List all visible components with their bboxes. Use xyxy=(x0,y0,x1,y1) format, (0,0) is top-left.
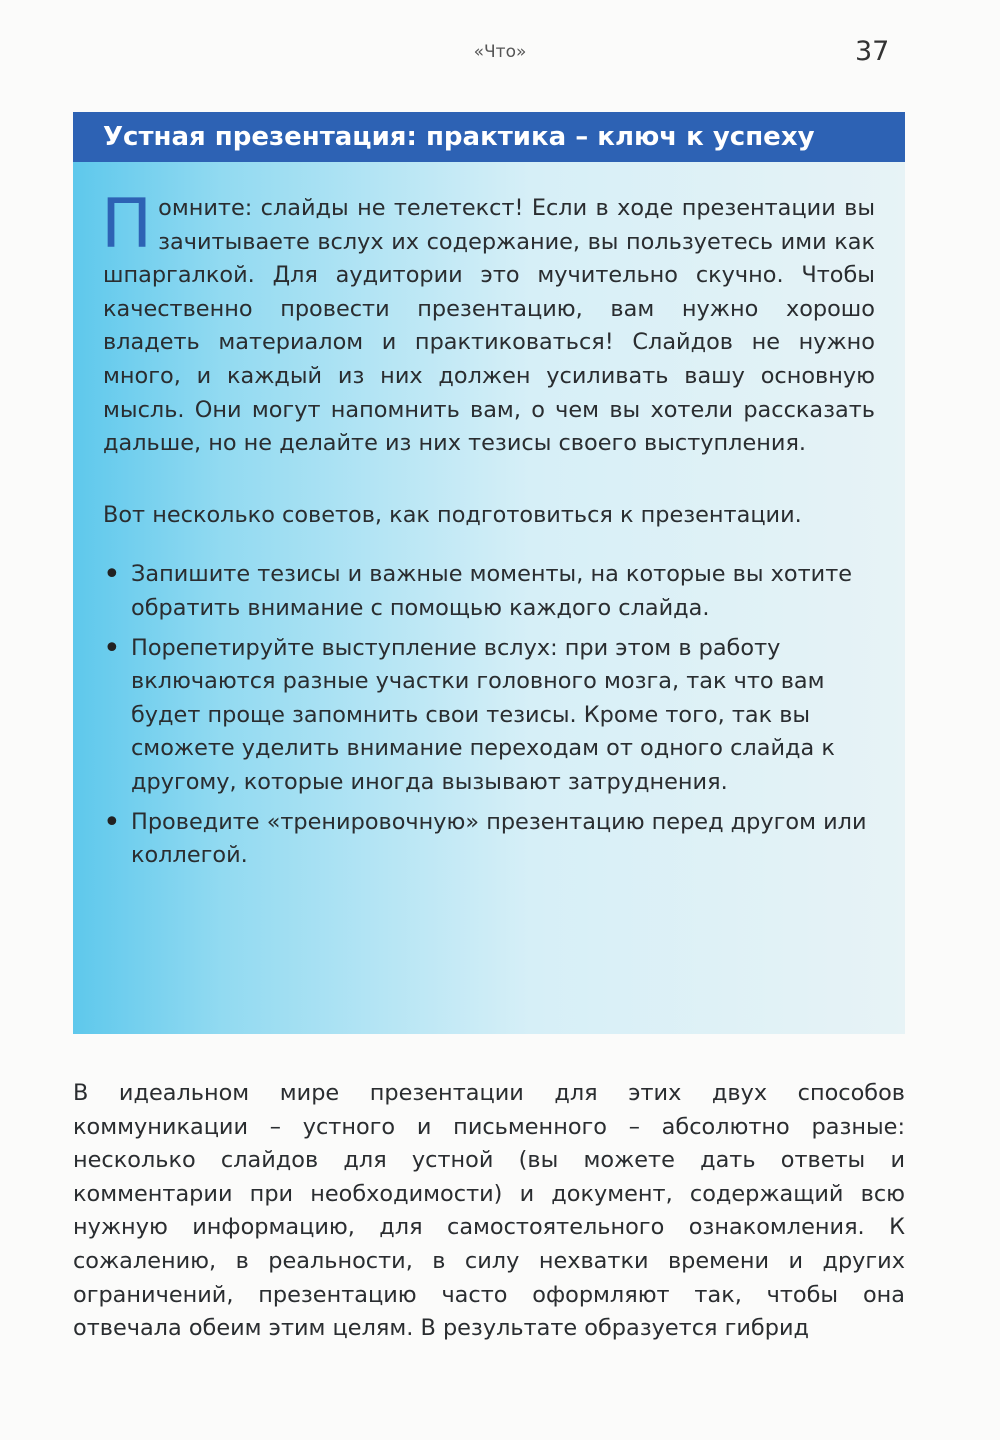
box-body xyxy=(101,185,875,879)
lead-text: омните: слайды не телетекст! Если в ходе презентации вы зачитываете вслух их содержание, вы пользуетесь ими как шпаргалкой. Для аудитории это мучительно скучно. Чтобы качественно провести презентацию, вам нужно хорошо владеть материалом и практиковаться! Слайдов не нужно много, и каждый из них должен усиливать вашу основную мысль. Они могут напомнить вам, о чем вы хотели рассказать дальше, но не делайте из них тезисы своего выступления. xyxy=(103,195,875,457)
body-paragraph: В идеальном мире презентации для этих двух способов коммуникации – устного и письменного – абсолютно разные: несколько слайдов для устной (вы можете дать ответы и комментарии при необходимости) и документ, содержащий всю нужную информацию, для самостоятельного ознакомления. К сожалению, в реальности, в силу нехватки времени и других ограничений, презентацию часто оформляют так, чтобы она отвечала обеим этим целям. В результате образуется гибрид xyxy=(73,1080,905,1342)
box-title: Устная презентация: практика – ключ к успеху xyxy=(73,112,905,162)
tip-item: • Проведите «тренировочную» презентацию перед другом или коллегой. xyxy=(103,806,875,873)
tip-item: • Порепетируйте выступление вслух: при этом в работу включаются разные участки головного мозга, так что вам будет проще запомнить свои тезисы. Кроме того, так вы сможете уделить внимание переходам от одного слайда к другому, которые иногда вызывают затруднения. xyxy=(103,632,875,800)
tip-item: • Запишите тезисы и важные моменты, на которые вы хотите обратить внимание с помощью каждого слайда. xyxy=(103,558,875,625)
tips-list xyxy=(103,558,875,872)
tips-intro: Вот несколько советов, как подготовиться к презентации. xyxy=(103,501,802,528)
running-header: «Что» xyxy=(473,42,527,62)
page-number: 37 xyxy=(855,36,890,67)
box-lead-paragraph xyxy=(101,185,875,461)
drop-cap: П xyxy=(101,185,153,264)
sidebar-box xyxy=(73,112,905,1034)
